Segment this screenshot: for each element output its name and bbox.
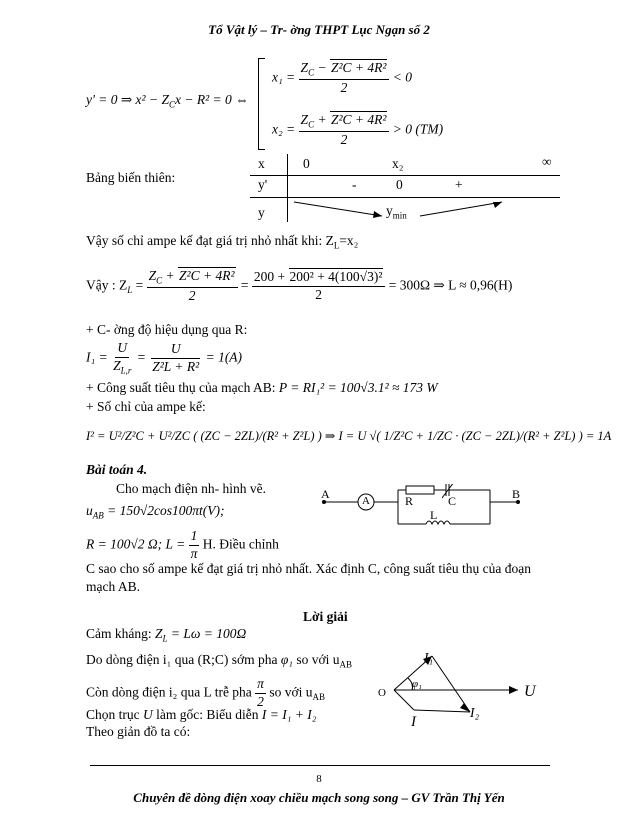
solution-line: Cảm kháng: $Z_L = L\omega = 100\Omega$	[86, 626, 247, 644]
circuit-node-a: A	[321, 487, 330, 501]
phasor-phi-label: φ₁	[412, 678, 422, 690]
brace	[258, 58, 265, 150]
table-cell: 0	[396, 177, 403, 192]
page-number: 8	[316, 773, 322, 785]
equation-intensity: I₁ = $\frac{U}{Z_{L,r}}$ = $\frac{U}{\text{Z²L + R²}}$ = 1(A)	[86, 340, 243, 376]
variation-table-label: Bảng biến thiên:	[86, 170, 176, 185]
ammeter-label: A	[362, 495, 370, 507]
power-line: + Công suất tiêu thụ của mạch AB: P = RI₁² = 100√3.1² ≈ 173 W	[86, 380, 438, 395]
solution-line: Theo giản đồ ta có:	[86, 724, 191, 739]
equation-zl: Vậy : $Z_L$ = $\frac{Z_C + Z^2C + 4R^2}{2}$ = $\frac{\text{200 + 200² + 4(100√3)²}}{2}$ = 300Ω ⇒ L ≈ 0,96(H)	[86, 268, 513, 303]
problem-line: mạch AB.	[86, 579, 140, 594]
table-cell: +	[455, 177, 463, 192]
phasor-u-label: U	[524, 683, 536, 700]
resistor-symbol	[406, 486, 434, 494]
inductor-label: L	[430, 508, 438, 522]
problem-params: R = 100√2 Ω; L = $\frac{1}{\pi}$ H. Điều chỉnh	[86, 528, 279, 561]
table-cell: x	[258, 156, 265, 171]
solution-line: Do dòng điện i₁ qua (R;C) sớm pha φ₁ so với $u_{AB}$	[86, 652, 353, 670]
page-header: Tổ Vật lý – Tr- ờng THPT Lục Ngạn số 2	[208, 22, 430, 37]
table-cell: x₂	[392, 156, 404, 171]
circuit-node-b: B	[512, 487, 521, 501]
solution-title: Lời giải	[303, 609, 348, 624]
phasor-i-label: I	[411, 714, 416, 730]
solution-line: Còn dòng điện i₂ qua L trễ pha $\frac{\pi}{2}$ so với $u_{AB}$	[86, 676, 325, 709]
footer-rule	[90, 765, 550, 766]
phasor-diagram	[378, 640, 548, 736]
table-cell: y	[258, 205, 265, 220]
circuit-diagram	[318, 484, 528, 540]
equation-x1: x₁ = $\frac{Z_C - Z^2C + 4R^2}{2}$ < 0	[272, 60, 413, 95]
phasor-i2-label: I₂	[470, 705, 480, 720]
capacitor-label: C	[448, 494, 457, 508]
table-cell: -	[352, 177, 357, 192]
table-cell: y'	[258, 177, 268, 192]
page-footer: Chuyên đề dòng điện xoay chiều mạch song song – GV Trần Thị Yến	[133, 790, 505, 805]
equation-x2: x₂ = $\frac{Z_C + Z^2C + 4R^2}{2}$ > 0 (TM)	[272, 112, 444, 147]
conclusion-text: Vậy số chỉ ampe kế đạt giá trị nhỏ nhất khi: $Z_L=x_2$	[86, 233, 359, 251]
table-cell: ∞	[542, 154, 552, 169]
problem-title: Bài toán 4.	[86, 462, 148, 477]
resistor-label: R	[405, 494, 414, 508]
variation-arrows	[290, 198, 560, 224]
phasor-origin-label: O	[378, 687, 386, 699]
phasor-i1-label: I₁	[424, 650, 434, 665]
solution-line: Chọn trục U làm gốc: Biểu diễn I = I₁ + I₂	[86, 707, 317, 722]
equation-derivative: y' = 0 ⇒ $x^2 - Z_Cx - R^2 = 0$ ⇔	[86, 92, 249, 110]
equation-ammeter: I² = U²/Z²C + U²/ZC ( (ZC − 2ZL)/(R² + Z²L) ) ⇒ I = U √( 1/Z²C + 1/ZC · (ZC − 2ZL)/(R² + Z²L) ) = 1A	[86, 429, 612, 443]
table-cell: $y_{min}$	[386, 203, 407, 221]
problem-line: Cho mạch điện nh- hình vẽ.	[116, 481, 266, 496]
problem-source: $u_{AB} = 150√2\cos 100\pi t(V)$;	[86, 503, 225, 521]
table-cell: 0	[303, 156, 310, 171]
problem-line: C sao cho số ampe kế đạt giá trị nhỏ nhất. Xác định C, công suất tiêu thụ của đoạn	[86, 561, 532, 576]
intensity-heading: + C- ờng độ hiệu dụng qua R:	[86, 322, 248, 337]
ammeter-heading: + Số chỉ của ampe kế:	[86, 399, 206, 414]
